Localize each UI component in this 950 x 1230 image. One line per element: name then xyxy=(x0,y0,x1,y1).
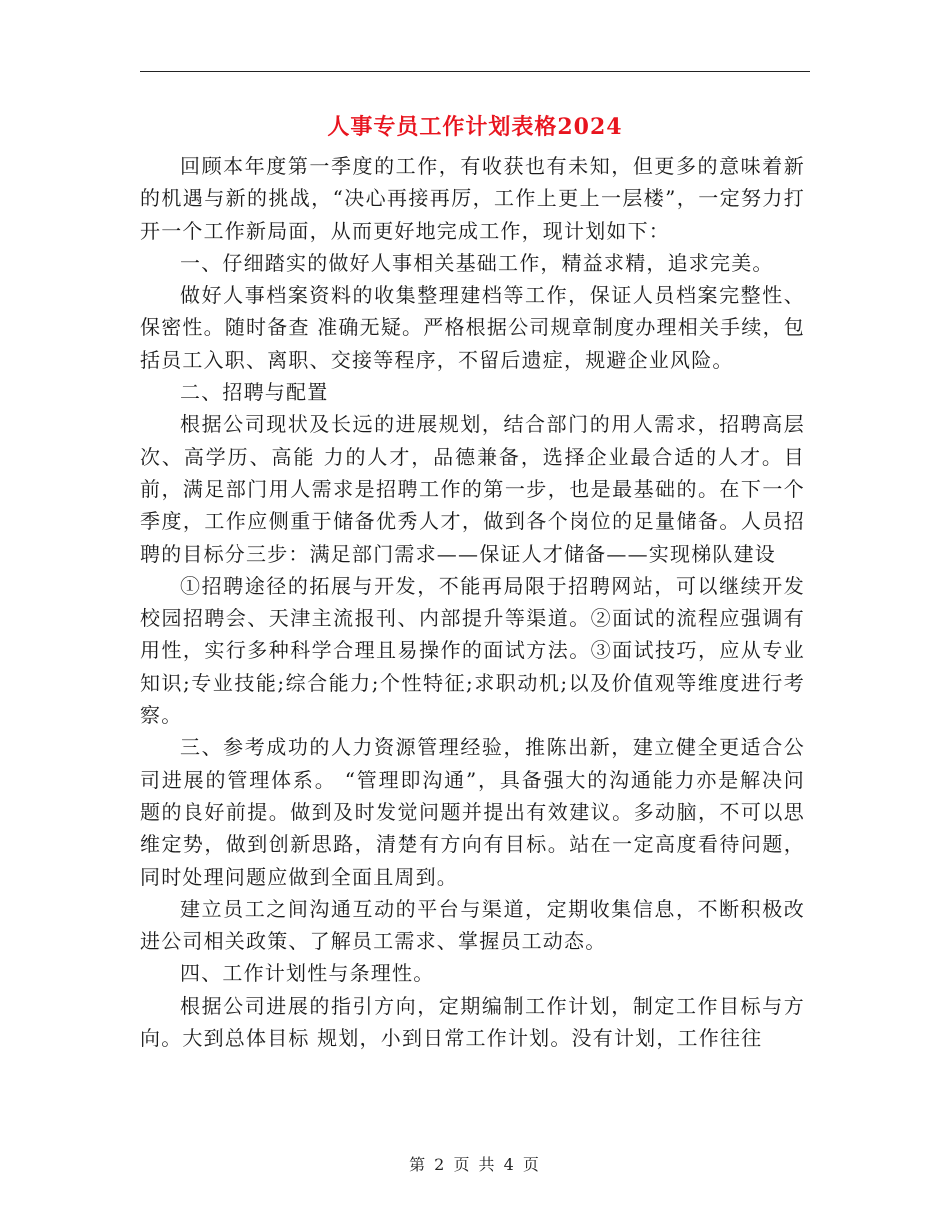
document-body xyxy=(140,150,805,1054)
document-title: 人事专员工作计划表格2024 xyxy=(327,114,623,140)
page-footer: 第 2 页 共 4 页 xyxy=(409,1155,541,1174)
paragraph-archives: 做好人事档案资料的收集整理建档等工作，保证人员档案完整性、保密性。随时备查 准确无疑。严格根据公司规章制度办理相关手续，包括员工入职、离职、交接等程序，不留后遗症，规避企业风险。 xyxy=(140,283,805,372)
section-heading-4: 四、工作计划性与条理性。 xyxy=(180,961,435,986)
section-heading-2: 二、招聘与配置 xyxy=(180,380,329,405)
paragraph-intro: 回顾本年度第一季度的工作，有收获也有未知，但更多的意味着新的机遇与新的挑战，“决心再接再厉，工作上更上一层楼”，一定努力打开一个工作新局面，从而更好地完成工作，现计划如下： xyxy=(140,154,805,243)
paragraph-recruitment-methods: ①招聘途径的拓展与开发，不能再局限于招聘网站，可以继续开发校园招聘会、天津主流报刊、内部提升等渠道。②面试的流程应强调有用性，实行多种科学合理且易操作的面试方法。③面试技巧，应从专业知识;专业技能;综合能力;个性特征;求职动机;以及价值观等维度进行考察。 xyxy=(140,573,805,728)
paragraph-communication: 建立员工之间沟通互动的平台与渠道，定期收集信息，不断积极改进公司相关政策、了解员工需求、掌握员工动态。 xyxy=(140,896,805,954)
section-heading-3: 三、参考成功的人力资源管理经验，推陈出新，建立健全更适合公司进展的管理体系。 “管理即沟通”，具备强大的沟通能力亦是解决问题的良好前提。做到及时发觉问题并提出有效建议。多动脑，不可以思维定势，做到创新思路，清楚有方向有目标。站在一定高度看待问题，同时处理问题应做到全面且周到。 xyxy=(140,735,805,889)
paragraph-recruitment: 根据公司现状及长远的进展规划，结合部门的用人需求，招聘高层次、高学历、高能 力的人才，品德兼备，选择企业最合适的人才。目前，满足部门用人需求是招聘工作的第一步，也是最基础的。在下一个季度，工作应侧重于储备优秀人才，做到各个岗位的足量储备。人员招聘的目标分三步：满足部门需求——保证人才储备——实现梯队建设 xyxy=(140,412,805,566)
header-rule xyxy=(140,71,810,72)
paragraph-planning: 根据公司进展的指引方向，定期编制工作计划，制定工作目标与方向。大到总体目标 规划，小到日常工作计划。没有计划，工作往往 xyxy=(140,993,805,1051)
section-heading-1: 一、仔细踏实的做好人事相关基础工作，精益求精，追求完美。 xyxy=(180,250,774,275)
